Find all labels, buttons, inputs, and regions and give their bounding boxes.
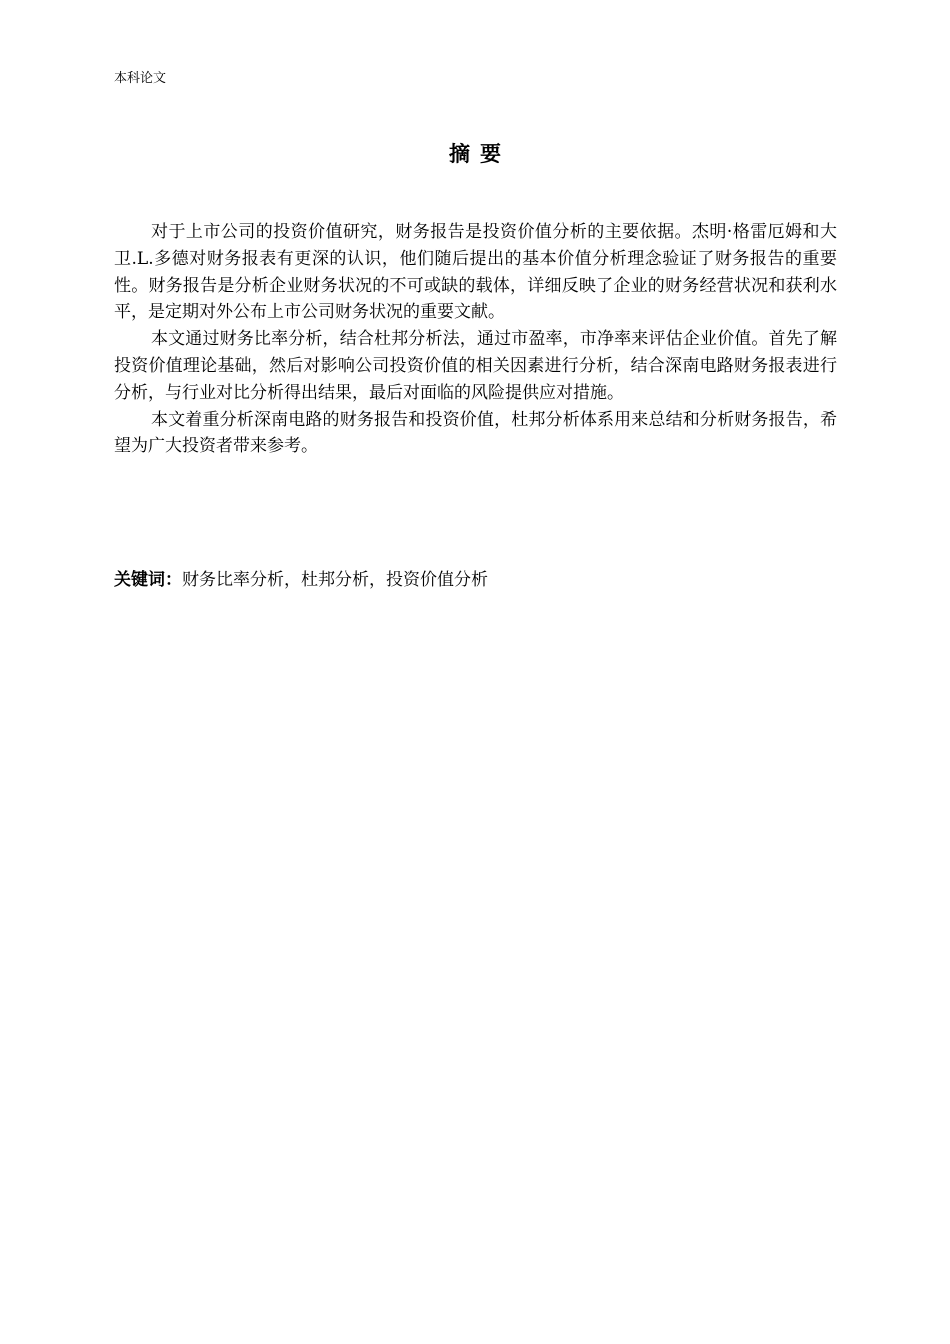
- document-header-label: 本科论文: [114, 71, 167, 86]
- keywords-text: 财务比率分析，杜邦分析，投资价值分析: [182, 570, 488, 590]
- abstract-paragraph-1: 对于上市公司的投资价值研究，财务报告是投资价值分析的主要依据。杰明·格雷厄姆和大卫.L.多德对财务报表有更深的认识，他们随后提出的基本价值分析理念验证了财务报告的重要性。财务报告是分析企业财务状况的不可或缺的载体，详细反映了企业的财务经营状况和获利水平，是定期对外公布上市公司财务状况的重要文献。: [114, 222, 837, 323]
- abstract-body: [114, 219, 837, 460]
- abstract-title: 摘要: [449, 142, 511, 166]
- abstract-paragraph-2: 本文通过财务比率分析，结合杜邦分析法，通过市盈率，市净率来评估企业价值。首先了解投资价值理论基础，然后对影响公司投资价值的相关因素进行分析，结合深南电路财务报表进行分析，与行业对比分析得出结果，最后对面临的风险提供应对措施。: [114, 329, 837, 403]
- keywords-line: [114, 567, 837, 593]
- abstract-paragraph-3: 本文着重分析深南电路的财务报告和投资价值，杜邦分析体系用来总结和分析财务报告，希望为广大投资者带来参考。: [114, 409, 837, 457]
- keywords-label: 关键词：: [114, 570, 182, 590]
